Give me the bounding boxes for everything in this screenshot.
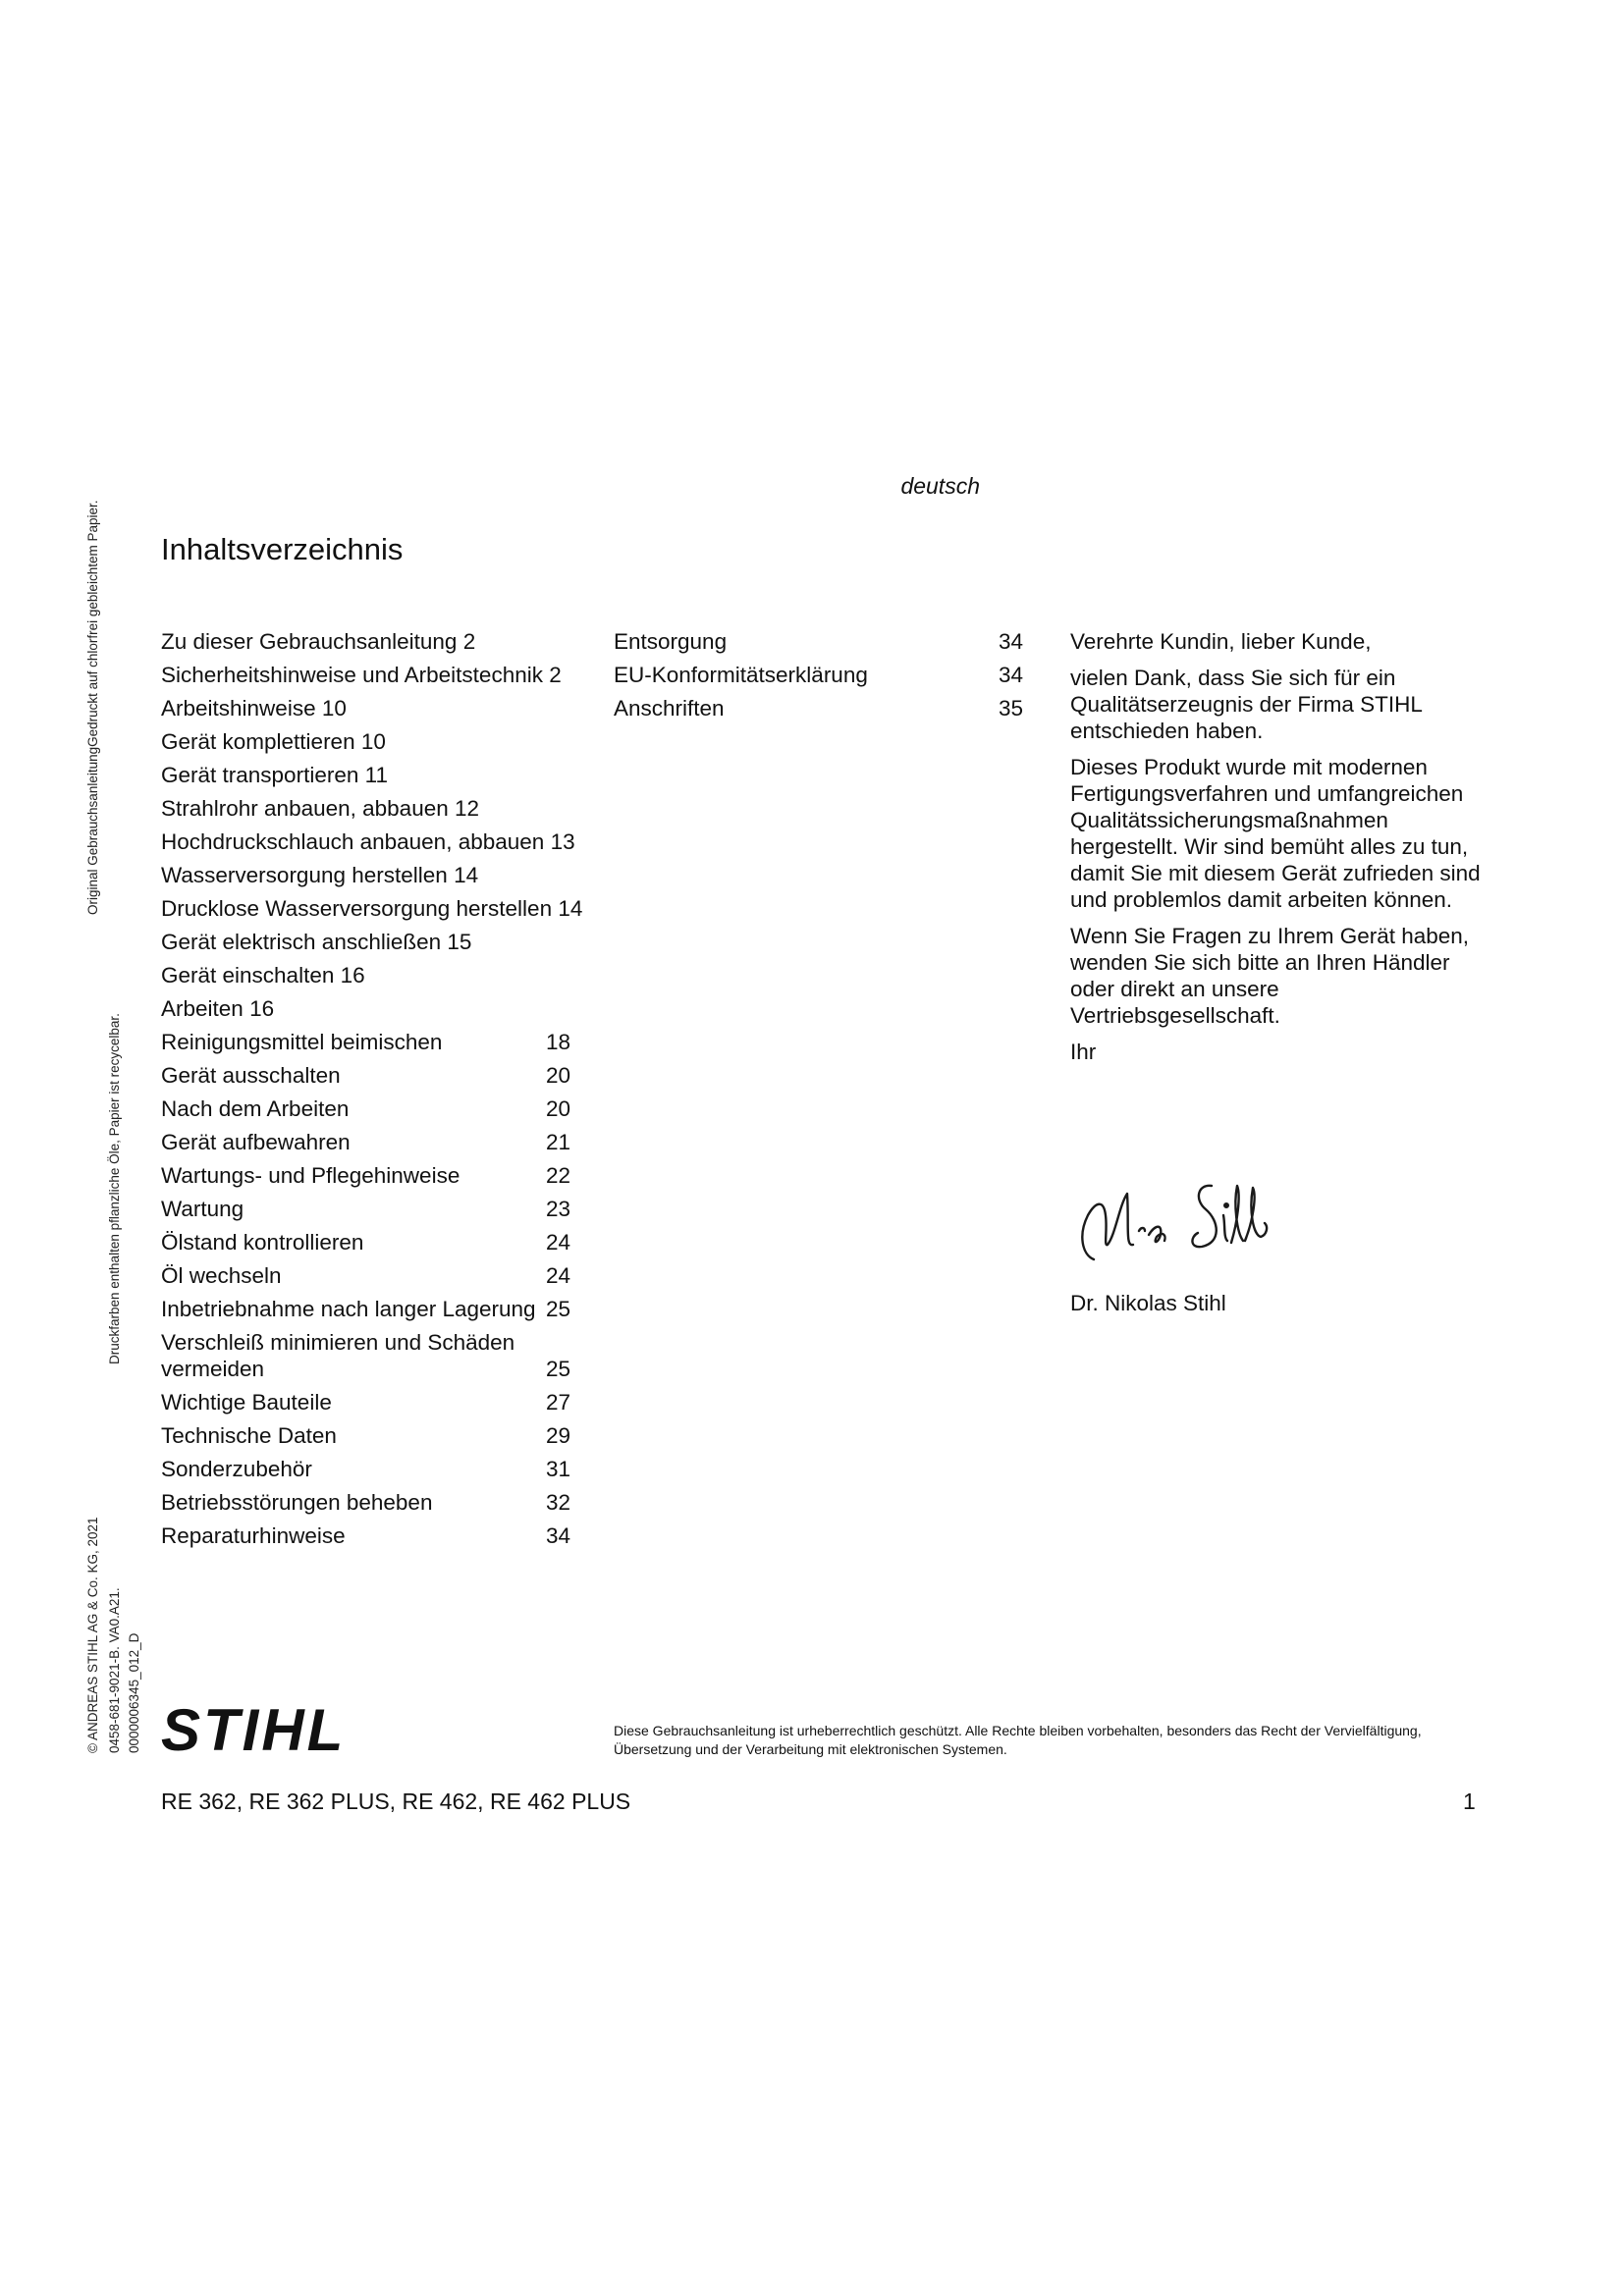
toc-entry-title: Gerät ausschalten	[161, 1063, 341, 1088]
toc-entry-title: Technische Daten	[161, 1423, 337, 1448]
toc-entry-page: 23	[546, 1197, 571, 1221]
logo-text: STIHL	[161, 1701, 347, 1758]
letter-greeting: Verehrte Kundin, lieber Kunde,	[1070, 629, 1372, 654]
toc-entry	[614, 695, 1026, 721]
toc-entry-title: Reparaturhinweise	[161, 1523, 346, 1548]
welcome-letter	[1070, 628, 1492, 1075]
toc-entry-page: 31	[546, 1457, 571, 1481]
toc-entry	[161, 1422, 593, 1449]
toc-entry	[161, 762, 593, 788]
toc-entry-page: 11	[364, 763, 388, 787]
toc-entry-page: 25	[546, 1357, 571, 1381]
page-title: Inhaltsverzeichnis	[161, 532, 404, 566]
signer-name: Dr. Nikolas Stihl	[1070, 1291, 1226, 1315]
toc-entry-page: 10	[360, 729, 386, 754]
toc-entry-page: 14	[558, 896, 583, 921]
toc-entry-page: 15	[447, 930, 472, 954]
toc-entry-page: 13	[550, 829, 575, 854]
toc-entry-title: EU-Konformitätserklärung	[614, 663, 868, 687]
toc-entry-page: 14	[454, 863, 479, 887]
toc-entry-title: Wichtige Bauteile	[161, 1390, 332, 1415]
toc-entry	[161, 1029, 593, 1055]
toc-entry-title: Sonderzubehör	[161, 1457, 312, 1481]
footer-page-number: 1	[1463, 1789, 1476, 1814]
toc-entry-title: Sicherheitshinweise und Arbeitstechnik	[161, 663, 543, 687]
letter-paragraph-2: Dieses Produkt wurde mit modernen Fertigungsverfahren und umfangreichen Qualitätssicherungsmaßnahmen hergestellt. Wir sind bemüht alles zu tun, damit Sie mit diesem Gerät zufrieden sind und problemlos damit arbeiten können.	[1070, 755, 1481, 912]
toc-entry-title: Gerät einschalten	[161, 963, 335, 988]
letter-paragraph-1: vielen Dank, dass Sie sich für ein Qualitätserzeugnis der Firma STIHL entschieden haben.	[1070, 666, 1423, 743]
toc-entry-page: 16	[340, 963, 365, 988]
toc-entry	[614, 628, 1026, 655]
toc-entry-page: 25	[546, 1297, 571, 1321]
toc-entry-page: 20	[546, 1063, 571, 1088]
toc-entry	[161, 1162, 593, 1189]
side-note-code: 0000006345_012_D	[127, 1632, 141, 1753]
toc-entry-title: Inbetriebnahme nach langer Lagerung	[161, 1297, 536, 1321]
toc-entry-title: Gerät transportieren	[161, 763, 359, 787]
toc-entry-title: Wartung	[161, 1197, 244, 1221]
toc-entry-title: Gerät elektrisch anschließen	[161, 930, 442, 954]
toc-entry	[161, 795, 593, 822]
toc-entry-title: Zu dieser Gebrauchsanleitung	[161, 629, 458, 654]
toc-entry-title: Drucklose Wasserversorgung herstellen	[161, 896, 553, 921]
toc-entry-page: 32	[546, 1490, 571, 1515]
language-label: deutsch	[900, 473, 980, 499]
toc-entry-page: 22	[546, 1163, 571, 1188]
toc-entry-page: 35	[999, 696, 1024, 721]
toc-entry-page: 16	[249, 996, 275, 1021]
toc-entry-title: Arbeiten	[161, 996, 244, 1021]
toc-entry-page: 34	[999, 629, 1024, 654]
toc-entry	[161, 1389, 593, 1415]
footer-models: RE 362, RE 362 PLUS, RE 462, RE 462 PLUS	[161, 1789, 631, 1814]
side-note-copyright: © ANDREAS STIHL AG & Co. KG, 2021	[85, 1517, 100, 1753]
toc-entry	[161, 1329, 593, 1382]
toc-entry-title: Arbeitshinweise	[161, 696, 316, 721]
toc-entry	[161, 1522, 593, 1549]
toc-entry	[161, 728, 593, 755]
side-note-docnumber: 0458-681-9021-B. VA0.A21.	[107, 1587, 122, 1753]
toc-entry	[161, 962, 593, 988]
toc-entry-title: Entsorgung	[614, 629, 728, 654]
side-note-top: Original GebrauchsanleitungGedruckt auf chlorfrei gebleichtem Papier.	[85, 500, 100, 915]
toc-entry-title: Gerät komplettieren	[161, 729, 355, 754]
toc-entry-page: 10	[321, 696, 347, 721]
toc-entry	[161, 895, 593, 922]
toc-entry-page: 27	[546, 1390, 571, 1415]
signature-image	[1064, 1166, 1280, 1274]
toc-entry-page: 18	[546, 1030, 571, 1054]
toc-entry	[161, 1489, 593, 1516]
toc-entry-page: 24	[546, 1230, 571, 1255]
toc-entry	[161, 1456, 593, 1482]
toc-entry	[161, 995, 593, 1022]
toc-entry	[161, 662, 593, 688]
toc-column-1	[161, 628, 593, 1556]
toc-entry	[161, 1062, 593, 1089]
toc-entry	[161, 695, 593, 721]
toc-entry-title: Strahlrohr anbauen, abbauen	[161, 796, 449, 821]
toc-entry	[614, 662, 1026, 688]
toc-entry-title: Wartungs- und Pflegehinweise	[161, 1163, 460, 1188]
side-note-middle: Druckfarben enthalten pflanzliche Öle, Papier ist recycelbar.	[107, 1013, 122, 1364]
toc-entry-title: Gerät aufbewahren	[161, 1130, 351, 1154]
toc-entry-page: 24	[546, 1263, 571, 1288]
letter-closing: Ihr	[1070, 1040, 1097, 1064]
toc-entry-title: Verschleiß minimieren und Schäden vermeiden	[161, 1330, 515, 1381]
toc-entry-page: 34	[999, 663, 1024, 687]
letter-paragraph-3: Wenn Sie Fragen zu Ihrem Gerät haben, wenden Sie sich bitte an Ihren Händler oder direkt an unsere Vertriebsgesellschaft.	[1070, 924, 1470, 1028]
toc-entry-title: Anschriften	[614, 696, 725, 721]
toc-entry-page: 21	[546, 1130, 571, 1154]
toc-entry-page: 29	[546, 1423, 571, 1448]
toc-entry	[161, 828, 593, 855]
toc-entry	[161, 1196, 593, 1222]
stihl-logo	[159, 1701, 385, 1758]
toc-entry-page: 20	[546, 1096, 571, 1121]
toc-entry-title: Öl wechseln	[161, 1263, 282, 1288]
toc-entry-page: 2	[549, 663, 562, 687]
toc-entry	[161, 862, 593, 888]
toc-entry	[161, 1229, 593, 1255]
toc-entry-page: 12	[455, 796, 480, 821]
toc-column-2	[614, 628, 1026, 728]
toc-entry	[161, 929, 593, 955]
toc-entry-title: Ölstand kontrollieren	[161, 1230, 364, 1255]
toc-entry-page: 34	[546, 1523, 571, 1548]
legal-notice: Diese Gebrauchsanleitung ist urheberrechtlich geschützt. Alle Rechte bleiben vorbehalten, besonders das Recht der Vervielfältigung, Übersetzung und der Verarbeitung mit elektronischen Systemen.	[614, 1723, 1422, 1757]
toc-entry-title: Nach dem Arbeiten	[161, 1096, 350, 1121]
toc-entry	[161, 1095, 593, 1122]
toc-entry	[161, 628, 593, 655]
toc-entry	[161, 1262, 593, 1289]
toc-entry-title: Wasserversorgung herstellen	[161, 863, 448, 887]
toc-entry-title: Reinigungsmittel beimischen	[161, 1030, 443, 1054]
toc-entry-page: 2	[462, 629, 476, 654]
toc-entry	[161, 1129, 593, 1155]
toc-entry-title: Betriebsstörungen beheben	[161, 1490, 433, 1515]
toc-entry-title: Hochdruckschlauch anbauen, abbauen	[161, 829, 545, 854]
toc-entry	[161, 1296, 593, 1322]
